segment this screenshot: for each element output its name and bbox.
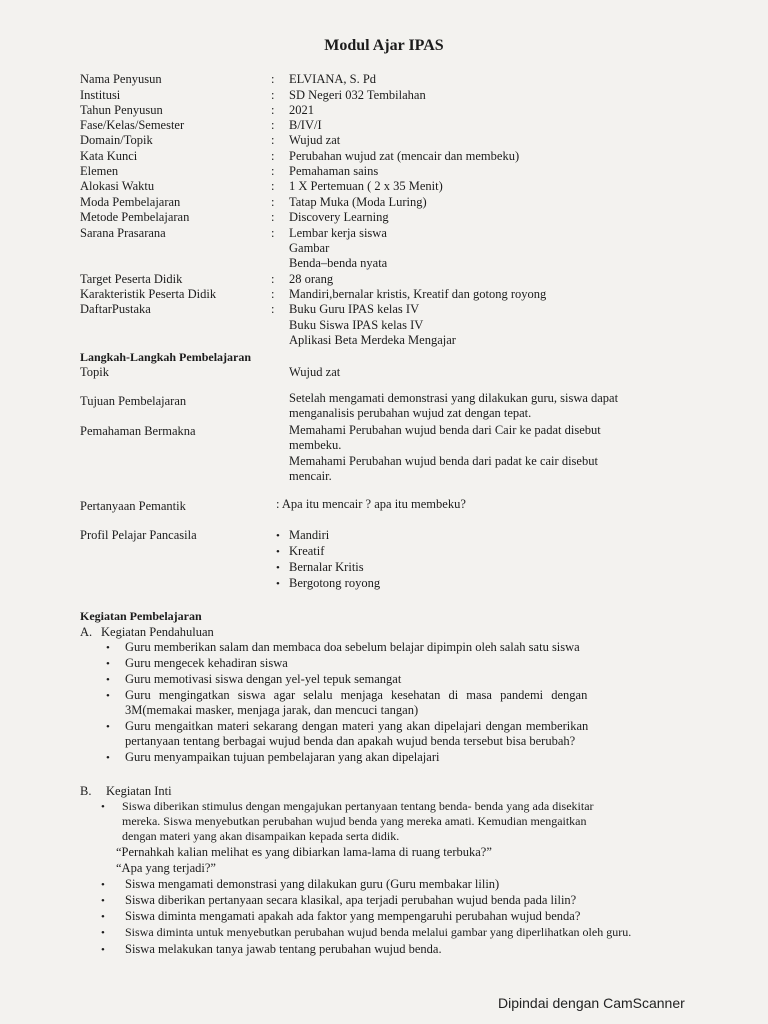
label-fase: Fase/Kelas/Semester bbox=[80, 118, 185, 132]
section-a-marker: A. bbox=[80, 625, 93, 639]
tujuan-line-2: menganalisis perubahan wujud zat dengan tepat. bbox=[289, 406, 532, 420]
value-elemen: Pemahaman sains bbox=[289, 164, 379, 178]
value-moda: Tatap Muka (Moda Luring) bbox=[289, 195, 427, 209]
label-profil: Profil Pelajar Pancasila bbox=[80, 528, 197, 542]
section-heading-langkah: Langkah-Langkah Pembelajaran bbox=[80, 350, 252, 364]
b-item-2: Siswa diberikan pertanyaan secara klasikal, apa terjadi perubahan wujud benda pada lilin? bbox=[125, 893, 577, 907]
label-topik: Topik bbox=[80, 365, 109, 379]
profil-item: Kreatif bbox=[289, 544, 325, 558]
value-institusi: SD Negeri 032 Tembilahan bbox=[289, 88, 426, 102]
b-item-5: Siswa melakukan tanya jawab tentang perubahan wujud benda. bbox=[125, 942, 442, 956]
colon: : bbox=[271, 226, 275, 240]
b-first-line-2: mereka. Siswa menyebutkan perubahan wujud benda yang mereka amati. Kemudian mengaitkan bbox=[122, 814, 587, 828]
bullet: • bbox=[101, 911, 105, 923]
profil-item: Bernalar Kritis bbox=[289, 560, 364, 574]
section-b-title: Kegiatan Inti bbox=[106, 784, 172, 798]
bullet: • bbox=[106, 690, 110, 702]
profil-item: Mandiri bbox=[289, 528, 330, 542]
value-metode: Discovery Learning bbox=[289, 210, 389, 224]
section-a-title: Kegiatan Pendahuluan bbox=[101, 625, 214, 639]
value-pustaka-3: Aplikasi Beta Merdeka Mengajar bbox=[289, 333, 456, 347]
bullet: • bbox=[106, 721, 110, 733]
label-metode: Metode Pembelajaran bbox=[80, 210, 190, 224]
b-first-line-1: Siswa diberikan stimulus dengan mengajukan pertanyaan tentang benda- benda yang ada disekitar bbox=[122, 799, 594, 813]
b-item-3: Siswa diminta mengamati apakah ada faktor yang mempengaruhi perubahan wujud benda? bbox=[125, 909, 581, 923]
value-nama-penyusun: ELVIANA, S. Pd bbox=[289, 72, 377, 86]
a-item-2: Guru mengecek kehadiran siswa bbox=[125, 656, 288, 670]
b-item-4: Siswa diminta untuk menyebutkan perubahan wujud benda melalui gambar yang diperlihatkan oleh guru. bbox=[125, 925, 632, 939]
label-tujuan: Tujuan Pembelajaran bbox=[80, 394, 187, 408]
value-karakteristik: Mandiri,bernalar kristis, Kreatif dan gotong royong bbox=[289, 287, 547, 301]
b-quote-2: “Apa yang terjadi?” bbox=[116, 861, 216, 875]
a-item-4-line-1: Guru mengingatkan siswa agar selalu menjaga kesehatan di masa pandemi dengan bbox=[125, 688, 588, 702]
bullet: • bbox=[101, 944, 105, 956]
bullet: • bbox=[106, 658, 110, 670]
bullet: • bbox=[101, 927, 105, 939]
bullet: • bbox=[106, 642, 110, 654]
a-item-5-line-1: Guru mengaitkan materi sekarang dengan materi yang akan dipelajari dengan memberikan bbox=[125, 719, 589, 733]
colon: : bbox=[271, 88, 275, 102]
a-item-6: Guru menyampaikan tujuan pembelajaran yang akan dipelajari bbox=[125, 750, 440, 764]
label-sarana: Sarana Prasarana bbox=[80, 226, 166, 240]
pemahaman-line-3: Memahami Perubahan wujud benda dari padat ke cair disebut bbox=[289, 454, 598, 468]
label-institusi: Institusi bbox=[80, 88, 121, 102]
bullet: • bbox=[101, 879, 105, 891]
label-tahun: Tahun Penyusun bbox=[80, 103, 163, 117]
pemahaman-line-4: mencair. bbox=[289, 469, 332, 483]
value-pustaka-1: Buku Guru IPAS kelas IV bbox=[289, 302, 420, 316]
bullet: • bbox=[276, 530, 280, 542]
value-pertanyaan: : Apa itu mencair ? apa itu membeku? bbox=[276, 497, 466, 511]
colon: : bbox=[271, 210, 275, 224]
bullet: • bbox=[276, 562, 280, 574]
label-nama-penyusun: Nama Penyusun bbox=[80, 72, 162, 86]
document-title: Modul Ajar IPAS bbox=[324, 37, 444, 54]
label-moda: Moda Pembelajaran bbox=[80, 195, 181, 209]
bullet: • bbox=[101, 895, 105, 907]
section-b-marker: B. bbox=[80, 784, 92, 798]
b-quote-1: “Pernahkah kalian melihat es yang dibiarkan lama-lama di ruang terbuka?” bbox=[116, 845, 492, 859]
label-karakteristik: Karakteristik Peserta Didik bbox=[80, 287, 217, 301]
colon: : bbox=[271, 179, 275, 193]
value-domain: Wujud zat bbox=[289, 133, 341, 147]
value-sarana-2: Gambar bbox=[289, 241, 330, 255]
colon: : bbox=[271, 195, 275, 209]
colon: : bbox=[271, 164, 275, 178]
value-sarana-1: Lembar kerja siswa bbox=[289, 226, 387, 240]
label-kata-kunci: Kata Kunci bbox=[80, 149, 138, 163]
label-alokasi: Alokasi Waktu bbox=[80, 179, 155, 193]
b-first-line-3: dengan materi yang akan disampaikan kepada serta didik. bbox=[122, 829, 400, 843]
colon: : bbox=[271, 72, 275, 86]
camscanner-watermark: Dipindai dengan CamScanner bbox=[498, 995, 685, 1011]
value-target: 28 orang bbox=[289, 272, 334, 286]
value-kata-kunci: Perubahan wujud zat (mencair dan membeku) bbox=[289, 149, 520, 163]
b-item-1: Siswa mengamati demonstrasi yang dilakukan guru (Guru membakar lilin) bbox=[125, 877, 500, 891]
colon: : bbox=[271, 287, 275, 301]
value-alokasi: 1 X Pertemuan ( 2 x 35 Menit) bbox=[289, 179, 443, 193]
colon: : bbox=[271, 133, 275, 147]
section-heading-kegiatan: Kegiatan Pembelajaran bbox=[80, 609, 202, 623]
value-tahun: 2021 bbox=[289, 103, 314, 117]
value-pustaka-2: Buku Siswa IPAS kelas IV bbox=[289, 318, 424, 332]
value-sarana-3: Benda–benda nyata bbox=[289, 256, 388, 270]
a-item-5-line-2: pertanyaan tentang berbagai wujud benda dan apakah wujud benda tersebut bisa berubah? bbox=[125, 734, 576, 748]
profil-item: Bergotong royong bbox=[289, 576, 381, 590]
colon: : bbox=[271, 302, 275, 316]
bullet: • bbox=[106, 752, 110, 764]
label-pertanyaan: Pertanyaan Pemantik bbox=[80, 499, 186, 513]
a-item-4-line-2: 3M(memakai masker, menjaga jarak, dan mencuci tangan) bbox=[125, 703, 419, 717]
value-fase: B/IV/I bbox=[289, 118, 322, 132]
bullet: • bbox=[101, 801, 105, 813]
colon: : bbox=[271, 149, 275, 163]
colon: : bbox=[271, 272, 275, 286]
label-target: Target Peserta Didik bbox=[80, 272, 183, 286]
a-item-3: Guru memotivasi siswa dengan yel-yel tepuk semangat bbox=[125, 672, 402, 686]
value-topik: Wujud zat bbox=[289, 365, 341, 379]
a-item-1: Guru memberikan salam dan membaca doa sebelum belajar dipimpin oleh salah satu siswa bbox=[125, 640, 580, 654]
label-pustaka: DaftarPustaka bbox=[80, 302, 151, 316]
bullet: • bbox=[276, 578, 280, 590]
tujuan-line-1: Setelah mengamati demonstrasi yang dilakukan guru, siswa dapat bbox=[289, 391, 619, 405]
colon: : bbox=[271, 103, 275, 117]
label-domain: Domain/Topik bbox=[80, 133, 153, 147]
bullet: • bbox=[276, 546, 280, 558]
pemahaman-line-2: membeku. bbox=[289, 438, 342, 452]
colon: : bbox=[271, 118, 275, 132]
bullet: • bbox=[106, 674, 110, 686]
pemahaman-line-1: Memahami Perubahan wujud benda dari Cair ke padat disebut bbox=[289, 423, 601, 437]
label-elemen: Elemen bbox=[80, 164, 119, 178]
label-pemahaman: Pemahaman Bermakna bbox=[80, 424, 196, 438]
